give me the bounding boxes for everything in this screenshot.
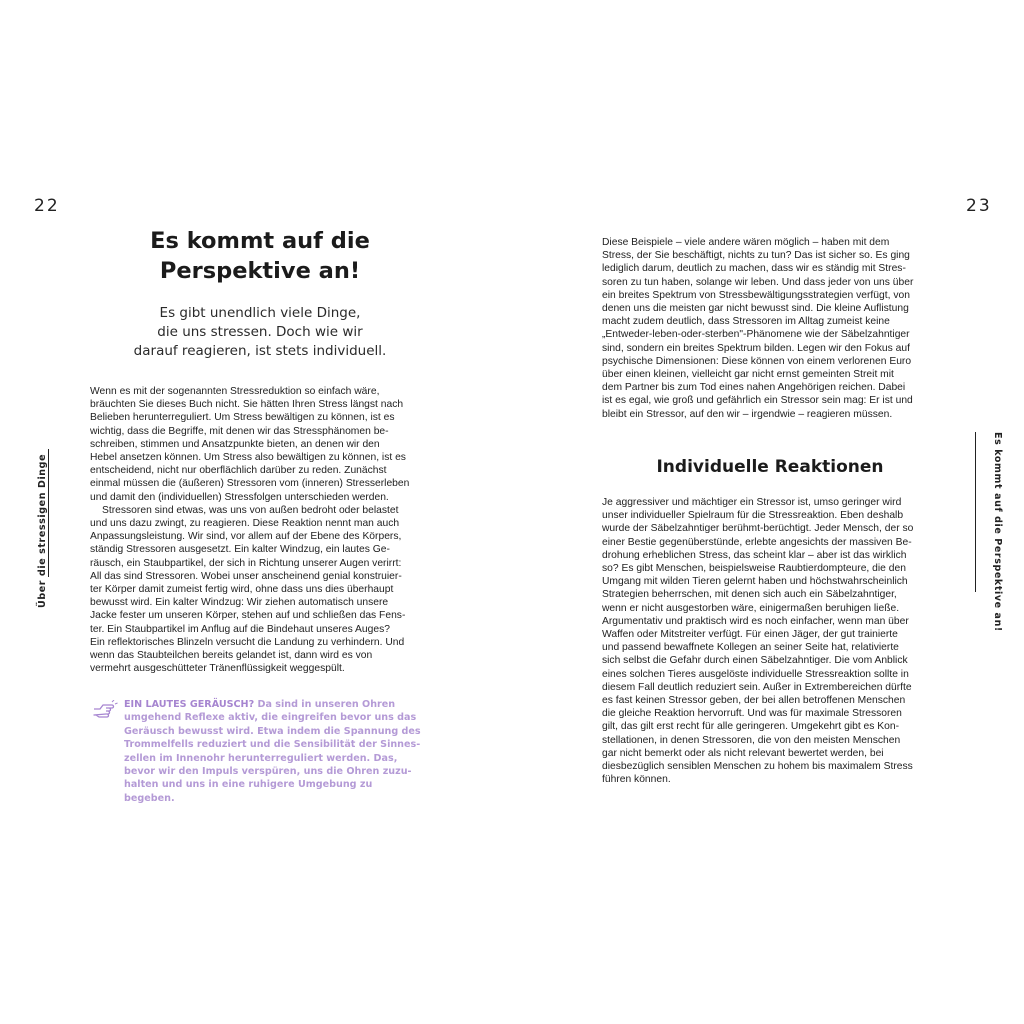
side-tab-left: Über die stressigen Dinge [37,453,48,608]
right-section-text [602,496,938,786]
tip-body: Da sind in unseren Ohren umgehend Reflexe aktiv, die eingreifen bevor uns das Geräusch bewusst wird. Etwa indem die Spannung des Trommelfells reduziert und die Sensibilität der Sinnes- zellen im Innenohr herunterreguliert werden. Das, bevor wir den Impuls verspüren, uns die Ohren zuzu- halten und uns in eine ruhigere Umgebung zu begeben. [124,699,421,804]
right-intro-text [602,236,938,421]
side-tab-divider-right [975,432,976,592]
chapter-title: Es kommt auf die Perspektive an! [150,228,370,284]
body-paragraph: Diese Beispiele – viele andere wären möglich – haben mit dem Stress, der Sie beschäftigt, nichts zu tun? Das ist sicher so. Es ging lediglich darum, deutlich zu machen, dass wir es ständig mit Stres- soren zu tun haben, solange wir leben. Und dass jeder von uns über ein breites Spektrum von Stressbewältigungsstrategien verfügt, von denen uns die meisten gar nicht bewusst sind. Die kleine Auflistung macht zudem deutlich, dass Stressoren im Alltag zumeist keine „Entweder-leben-oder-sterben"-Phänomene wie der Säbelzahntiger sind, sondern ein breites Spektrum bilden. Legen wir den Fokus auf psychische Dimensionen: Diese können von einem verlorenen Euro über einen kleinen, vielleicht gar nicht ernst gemeinten Streit mit dem Partner bis zum Tod eines nahen Angehörigen reichen. Dabei ist es egal, wie groß und gefährlich ein Stressor sein mag: Er ist und bleibt ein Stressor, auf den wir – irgendwie – reagieren müssen. [602,237,914,420]
page-number-left: 22 [34,196,60,216]
tip-lead: EIN LAUTES GERÄUSCH? [124,699,255,710]
left-body-text [90,385,426,675]
pointing-hand-icon [92,700,118,720]
page-number-right: 23 [966,196,992,216]
chapter-subtitle: Es gibt unendlich viele Dinge, die uns stressen. Doch wie wir darauf reagieren, ist stets individuell. [133,305,387,359]
body-paragraph: Stressoren sind etwas, was uns von außen bedroht oder belastet und uns dazu zwingt, zu reagieren. Diese Reaktion nennt man auch Anpassungsleistung. Wir sind, vor allem auf der Ebene des Körpers, ständig Stressoren ausgesetzt. Ein kalter Windzug, ein lautes Ge- räusch, ein Staubpartikel, der sich in Richtung unserer Augen verirrt: All das sind Stressoren. Wobei unser anscheinend genial konstruier- ter Körper damit zumeist fertig wird, ohne dass uns dies überhaupt bewusst wird. Ein kalter Windzug: Wir ziehen automatisch unsere Jacke fester um unseren Körper, stehen auf und schließen das Fens- ter. Ein Staubpartikel im Anflug auf die Bindehaut unseres Auges? Ein reflektorisches Blinzeln versucht die Landung zu verhindern. Und wenn das Staubteilchen bereits gelandet ist, dann wird es von vermehrt ausgeschütteter Tränenflüssigkeit weggespült. [90,504,406,675]
body-paragraph: Wenn es mit der sogenannten Stressreduktion so einfach wäre, bräuchten Sie dieses Buch nicht. Sie hätten Ihren Stress längst nach Belieben herunterreguliert. Um Stress bewältigen zu können, ist es wichtig, dass die Begriffe, mit denen wir das Stressphänomen be- schreiben, stimmen und Ansatzpunkte bieten, an denen wir den Hebel ansetzen können. Um Stress also bewältigen zu können, ist es entscheidend, nicht nur oberflächlich darüber zu reden. Zunächst einmal müssen die (äußeren) Stressoren vom (inneren) Stresserleben und damit den (individuellen) Stressfolgen unterschieden werden. [90,386,410,503]
section-heading: Individuelle Reaktionen [656,457,884,477]
tip-text [124,698,424,805]
side-tab-right: Es kommt auf die Perspektive an! [992,432,1003,632]
body-paragraph: Je aggressiver und mächtiger ein Stressor ist, umso geringer wird unser individueller Spielraum für die Stressreaktion. Eben deshalb wurde der Säbelzahntiger berühmt-berüchtigt. Jeder Mensch, der so einer Bestie gegenüberstünde, erlebte angesichts der massiven Be- drohung erheblichen Stress, das scheint klar – aber ist das wirklich so? Es gibt Menschen, beispielsweise Raubtierdompteure, die den Umgang mit wilden Tieren gelernt haben und höchstwahrscheinlich Strategien beherrschen, mit denen sich auch ein Säbelzahntiger, wenn er nicht ausgestorben wäre, einigermaßen beruhigen ließe. Argumentativ und praktisch wird es noch einfacher, wenn man über Waffen oder Mitstreiter verfügt. Für einen Jäger, der gut trainierte und passend bewaffnete Kollegen an seiner Seite hat, relativierte sich selbst die Gefahr durch einen Säbelzahntiger. Die vom Anblick eines solchen Tieres ausgelöste individuelle Stressreaktion sollte in diesem Fall deutlich reduziert sein. Außer in Extrembereichen dürfte es fast keinen Stressor geben, der bei allen betroffenen Menschen die gleiche Reaktion hervorruft. Und was für maximale Stressoren gilt, das gilt erst recht für alle geringeren. Umgekehrt gibt es Kon- stellationen, in denen Stressoren, die von den meisten Menschen gar nicht bemerkt oder als nicht relevant bewertet werden, bei diesbezüglich sensiblen Menschen zu hohem bis maximalem Stress führen können. [602,497,914,786]
